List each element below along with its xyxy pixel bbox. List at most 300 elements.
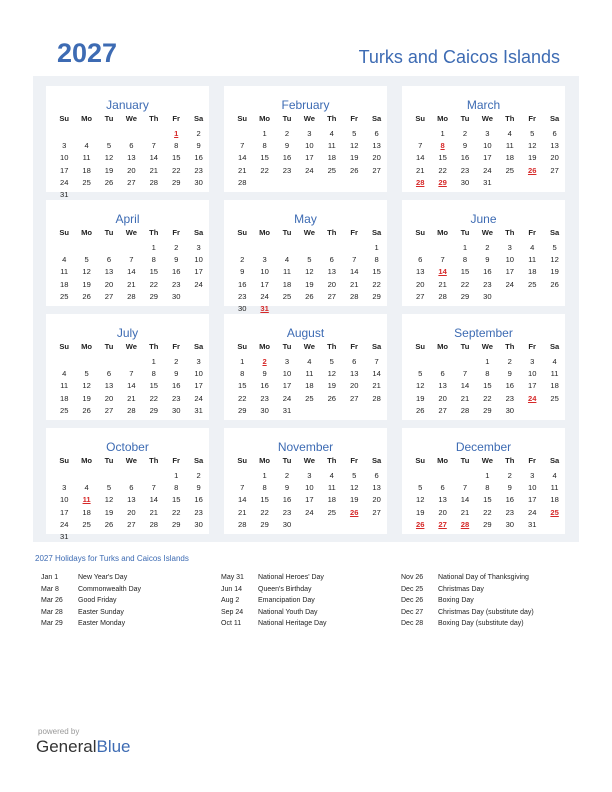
year-title: 2027	[57, 38, 118, 68]
weekday-label: Tu	[460, 114, 470, 123]
month-name: February	[281, 98, 330, 112]
weekday-label: Sa	[193, 342, 204, 351]
weekday-label: Sa	[371, 114, 382, 123]
day-cell: 27	[104, 405, 114, 415]
holiday-name: Queen's Birthday	[258, 585, 312, 593]
day-cell: 21	[438, 279, 447, 289]
day-cell: 25	[282, 291, 292, 301]
day-cell: 12	[550, 255, 559, 265]
day-cell: 15	[438, 153, 447, 163]
day-cell: 11	[60, 381, 69, 391]
holiday-date: Dec 27	[401, 608, 424, 616]
weekday-label: Th	[149, 456, 159, 465]
day-cell: 25	[305, 393, 314, 403]
day-cell: 3	[262, 255, 267, 265]
day-cell: 16	[260, 381, 269, 391]
day-cell: 25	[527, 279, 537, 289]
day-cell: 12	[82, 267, 91, 277]
day-cell: 28	[372, 393, 381, 403]
day-cell: 7	[240, 483, 245, 493]
day-cell: 1	[374, 243, 379, 252]
holiday-day-cell: 29	[438, 177, 447, 187]
holiday-day-cell: 25	[550, 507, 559, 517]
holiday-day-cell: 24	[527, 393, 537, 403]
day-cell: 30	[460, 177, 470, 187]
day-cell: 9	[196, 483, 201, 493]
holiday-date: Nov 26	[401, 574, 424, 581]
day-cell: 28	[460, 405, 470, 415]
day-cell: 30	[505, 519, 515, 529]
day-cell: 22	[460, 279, 470, 289]
day-cell: 27	[127, 519, 136, 529]
day-cell: 16	[460, 153, 470, 163]
day-cell: 14	[237, 495, 247, 505]
day-cell: 29	[149, 405, 159, 415]
weekday-label: We	[481, 342, 494, 351]
day-cell: 6	[440, 369, 445, 379]
day-cell: 3	[196, 243, 201, 252]
day-cell: 16	[505, 495, 515, 505]
day-cell: 23	[483, 279, 492, 289]
weekday-label: Su	[237, 114, 248, 123]
day-cell: 30	[194, 177, 203, 187]
weekday-label: Fr	[172, 342, 180, 351]
day-cell: 26	[104, 177, 114, 187]
month-december	[402, 428, 565, 534]
weekday-label: Tu	[460, 342, 470, 351]
day-cell: 3	[62, 141, 67, 151]
day-cell: 30	[505, 405, 515, 415]
day-cell: 25	[505, 165, 515, 175]
day-cell: 7	[440, 255, 445, 265]
day-cell: 9	[284, 141, 290, 151]
day-cell: 7	[462, 369, 468, 379]
day-cell: 22	[260, 507, 269, 517]
day-cell: 2	[284, 129, 290, 138]
holiday-date: Mar 29	[41, 620, 63, 627]
day-cell: 30	[483, 291, 492, 301]
day-cell: 2	[507, 357, 512, 366]
day-cell: 17	[527, 495, 537, 505]
day-cell: 29	[260, 519, 269, 529]
day-cell: 3	[307, 471, 312, 480]
day-cell: 15	[460, 267, 470, 277]
day-cell: 16	[171, 267, 181, 277]
day-cell: 1	[440, 129, 445, 138]
day-cell: 10	[260, 267, 269, 277]
day-cell: 20	[104, 279, 114, 289]
weekday-label: Th	[327, 114, 337, 123]
day-cell: 10	[527, 483, 537, 493]
weekday-label: Tu	[104, 342, 114, 351]
day-cell: 7	[374, 357, 379, 366]
weekday-label: We	[303, 114, 316, 123]
weekday-label: Su	[59, 228, 70, 237]
weekday-label: Fr	[172, 456, 180, 465]
day-cell: 23	[505, 507, 515, 517]
day-cell: 5	[84, 369, 89, 379]
day-cell: 5	[106, 141, 112, 151]
day-cell: 13	[104, 381, 114, 391]
weekday-label: Sa	[371, 228, 382, 237]
day-cell: 13	[438, 381, 447, 391]
day-cell: 31	[59, 190, 69, 199]
month-name: August	[286, 326, 325, 340]
day-cell: 16	[171, 381, 181, 391]
day-cell: 17	[305, 153, 314, 163]
day-cell: 18	[282, 279, 292, 289]
day-cell: 12	[305, 267, 314, 277]
day-cell: 8	[462, 255, 468, 265]
holidays-title: 2027 Holidays for Turks and Caicos Islands	[35, 554, 189, 563]
day-cell: 22	[171, 507, 181, 517]
month-october	[46, 428, 209, 541]
day-cell: 13	[327, 267, 337, 277]
month-september	[402, 314, 565, 420]
day-cell: 21	[460, 393, 470, 403]
day-cell: 19	[82, 393, 91, 403]
weekday-header	[238, 342, 387, 352]
day-cell: 7	[352, 255, 357, 265]
day-cell: 14	[149, 495, 159, 505]
day-cell: 31	[282, 405, 292, 415]
brand-general: General	[36, 737, 97, 756]
day-cell: 22	[149, 279, 159, 289]
month-february	[224, 86, 387, 192]
holiday-day-cell: 2	[262, 357, 267, 366]
weekday-label: Tu	[282, 114, 292, 123]
day-cell: 18	[505, 153, 515, 163]
day-cell: 21	[149, 165, 159, 175]
weekday-header	[238, 228, 387, 238]
day-cell: 18	[527, 267, 537, 277]
day-cell: 28	[438, 291, 447, 301]
day-cell: 3	[62, 483, 67, 493]
weekday-label: Sa	[549, 456, 560, 465]
day-cell: 30	[171, 291, 181, 301]
weekday-label: Mo	[437, 228, 449, 237]
weekday-label: Fr	[528, 114, 536, 123]
weekday-label: Sa	[371, 456, 382, 465]
day-cell: 17	[59, 165, 69, 175]
day-cell: 12	[104, 495, 114, 505]
day-cell: 18	[82, 165, 91, 175]
day-cell: 27	[438, 405, 447, 415]
day-cell: 20	[104, 393, 114, 403]
month-name: October	[106, 440, 149, 454]
day-cell: 9	[196, 141, 201, 151]
day-cell: 7	[151, 141, 156, 151]
day-cell: 12	[327, 369, 337, 379]
day-cell: 29	[171, 519, 181, 529]
weekday-label: We	[125, 456, 138, 465]
day-cell: 12	[415, 495, 425, 505]
holiday-name: New Year's Day	[78, 574, 128, 581]
weekday-header	[416, 342, 565, 352]
country-title: Turks and Caicos Islands	[358, 47, 560, 67]
day-cell: 1	[485, 357, 490, 366]
day-cell: 16	[237, 279, 247, 289]
day-cell: 22	[171, 165, 181, 175]
weekday-label: Th	[149, 228, 159, 237]
day-cell: 16	[282, 153, 292, 163]
weekday-label: Tu	[282, 342, 292, 351]
day-cell: 4	[530, 243, 535, 252]
day-cell: 9	[262, 369, 267, 379]
day-cell: 9	[240, 267, 245, 277]
day-cell: 12	[349, 141, 359, 151]
weekday-label: Fr	[350, 228, 358, 237]
day-cell: 28	[127, 291, 136, 301]
day-cell: 16	[505, 381, 515, 391]
day-cell: 27	[550, 165, 559, 175]
day-cell: 20	[349, 381, 359, 391]
day-cell: 29	[460, 291, 470, 301]
day-cell: 8	[151, 255, 156, 265]
day-cell: 25	[327, 165, 337, 175]
weekday-label: Tu	[282, 456, 292, 465]
day-cell: 2	[485, 243, 490, 252]
weekday-label: Su	[59, 456, 70, 465]
day-cell: 3	[507, 243, 512, 252]
day-cell: 6	[106, 369, 112, 379]
day-cell: 4	[84, 483, 89, 493]
weekday-label: Th	[505, 342, 515, 351]
weekday-header	[416, 456, 565, 466]
holiday-name: Boxing Day (substitute day)	[438, 620, 524, 627]
weekday-label: Fr	[350, 342, 358, 351]
holiday-name: National Heroes' Day	[258, 574, 324, 581]
day-cell: 12	[527, 141, 537, 151]
weekday-label: Su	[415, 342, 426, 351]
day-cell: 24	[260, 291, 269, 301]
day-cell: 26	[349, 165, 359, 175]
holiday-day-cell: 14	[438, 267, 447, 277]
weekday-label: Th	[327, 228, 337, 237]
day-cell: 14	[127, 381, 136, 391]
day-cell: 8	[262, 483, 267, 493]
day-cell: 15	[260, 495, 269, 505]
day-cell: 15	[372, 267, 381, 277]
day-cell: 11	[327, 483, 336, 493]
holiday-name: Good Friday	[78, 597, 117, 604]
day-cell: 4	[307, 357, 312, 366]
month-name: December	[455, 440, 512, 454]
weekday-label: Sa	[549, 114, 560, 123]
weekday-label: We	[125, 228, 138, 237]
day-cell: 27	[127, 177, 136, 187]
weekday-label: Th	[505, 114, 515, 123]
weekday-label: Su	[59, 342, 70, 351]
month-name: July	[116, 326, 139, 340]
day-cell: 11	[550, 369, 559, 379]
day-cell: 29	[372, 291, 381, 301]
day-cell: 10	[305, 483, 314, 493]
weekday-header	[60, 456, 209, 466]
holiday-name: Easter Monday	[78, 620, 126, 627]
day-cell: 31	[527, 519, 537, 529]
day-cell: 1	[262, 471, 267, 480]
day-cell: 19	[305, 279, 314, 289]
holiday-date: Dec 25	[401, 585, 424, 593]
day-cell: 29	[483, 519, 492, 529]
weekday-label: Tu	[104, 228, 114, 237]
day-cell: 24	[194, 393, 203, 403]
day-cell: 12	[415, 381, 425, 391]
day-cell: 28	[149, 519, 159, 529]
day-cell: 5	[352, 129, 357, 138]
day-cell: 27	[104, 291, 114, 301]
weekday-label: Mo	[81, 114, 93, 123]
weekday-label: Th	[327, 456, 337, 465]
holiday-name: Christmas Day (substitute day)	[438, 608, 534, 616]
day-cell: 27	[415, 291, 425, 301]
weekday-label: Mo	[259, 456, 271, 465]
day-cell: 2	[196, 129, 201, 138]
weekday-header	[60, 114, 209, 124]
weekday-label: Sa	[193, 456, 204, 465]
month-name: March	[466, 98, 501, 112]
month-name: April	[115, 212, 140, 226]
day-cell: 22	[438, 165, 447, 175]
holiday-name: Boxing Day	[438, 597, 474, 604]
day-cell: 5	[329, 357, 334, 366]
month-july	[46, 314, 209, 420]
day-cell: 12	[82, 381, 91, 391]
day-cell: 30	[282, 519, 292, 529]
day-cell: 22	[372, 279, 381, 289]
day-cell: 14	[149, 153, 159, 163]
weekday-label: Mo	[81, 228, 93, 237]
day-cell: 5	[530, 129, 535, 138]
day-cell: 24	[59, 519, 69, 529]
day-cell: 28	[349, 291, 359, 301]
weekday-label: Mo	[437, 342, 449, 351]
weekday-label: Fr	[350, 114, 358, 123]
weekday-label: Su	[237, 456, 248, 465]
holiday-date: Mar 28	[41, 608, 63, 616]
day-cell: 26	[82, 405, 91, 415]
day-cell: 5	[418, 483, 423, 493]
day-cell: 25	[59, 291, 69, 301]
weekday-header	[238, 114, 387, 124]
day-cell: 26	[550, 279, 559, 289]
day-cell: 20	[438, 393, 447, 403]
holiday-day-cell: 11	[82, 495, 91, 505]
day-cell: 9	[284, 483, 290, 493]
day-cell: 11	[528, 255, 537, 265]
weekday-label: We	[481, 228, 494, 237]
day-cell: 13	[372, 141, 381, 151]
holiday-name: National Heritage Day	[258, 620, 327, 627]
day-cell: 2	[462, 129, 468, 138]
day-cell: 1	[262, 129, 267, 138]
day-cell: 26	[104, 519, 114, 529]
weekday-label: We	[481, 114, 494, 123]
weekday-label: Tu	[104, 456, 114, 465]
day-cell: 17	[483, 153, 492, 163]
weekday-label: Fr	[350, 456, 358, 465]
day-cell: 18	[59, 393, 69, 403]
holiday-day-cell: 31	[260, 304, 269, 313]
day-cell: 24	[527, 507, 537, 517]
month-name: June	[470, 212, 497, 226]
weekday-label: Sa	[193, 114, 204, 123]
day-cell: 7	[129, 255, 134, 265]
day-cell: 11	[327, 141, 336, 151]
day-cell: 14	[460, 381, 470, 391]
day-cell: 16	[194, 495, 203, 505]
holiday-name: Easter Sunday	[78, 608, 124, 616]
day-cell: 6	[106, 255, 112, 265]
weekday-label: Mo	[437, 114, 449, 123]
day-cell: 3	[485, 129, 490, 138]
day-cell: 21	[460, 507, 470, 517]
day-cell: 18	[550, 495, 559, 505]
weekday-label: We	[303, 228, 316, 237]
day-cell: 7	[151, 483, 156, 493]
day-cell: 5	[552, 243, 557, 252]
weekday-header	[416, 114, 565, 124]
day-cell: 24	[505, 279, 515, 289]
day-cell: 6	[552, 129, 557, 138]
day-cell: 8	[485, 483, 490, 493]
day-cell: 20	[438, 507, 447, 517]
holiday-day-cell: 26	[349, 507, 359, 517]
day-cell: 8	[174, 483, 179, 493]
day-cell: 13	[438, 495, 447, 505]
day-cell: 31	[483, 177, 492, 187]
day-cell: 13	[349, 369, 359, 379]
day-cell: 11	[60, 267, 69, 277]
weekday-label: Th	[505, 228, 515, 237]
day-cell: 15	[149, 381, 159, 391]
day-cell: 4	[507, 129, 512, 138]
weekday-label: Su	[415, 228, 426, 237]
day-cell: 17	[194, 381, 203, 391]
day-cell: 15	[483, 495, 492, 505]
weekday-label: Tu	[282, 228, 292, 237]
day-cell: 23	[460, 165, 470, 175]
day-cell: 19	[104, 507, 114, 517]
day-cell: 18	[82, 507, 91, 517]
day-cell: 12	[349, 483, 359, 493]
day-cell: 22	[260, 165, 269, 175]
day-cell: 9	[485, 255, 490, 265]
day-cell: 3	[196, 357, 201, 366]
month-name: September	[454, 326, 513, 340]
day-cell: 17	[194, 267, 203, 277]
day-cell: 17	[527, 381, 537, 391]
day-cell: 10	[483, 141, 492, 151]
month-april	[46, 200, 209, 306]
day-cell: 7	[462, 483, 468, 493]
holiday-date: Sep 24	[221, 608, 244, 616]
day-cell: 4	[284, 255, 290, 265]
calendar-grid	[33, 76, 579, 542]
day-cell: 27	[372, 165, 381, 175]
day-cell: 4	[62, 369, 67, 379]
weekday-label: Mo	[259, 114, 271, 123]
day-cell: 17	[260, 279, 269, 289]
day-cell: 15	[237, 381, 247, 391]
day-cell: 11	[305, 369, 314, 379]
day-cell: 22	[483, 393, 492, 403]
day-cell: 20	[372, 153, 381, 163]
day-cell: 11	[82, 153, 91, 163]
day-cell: 19	[527, 153, 537, 163]
day-cell: 17	[59, 507, 69, 517]
